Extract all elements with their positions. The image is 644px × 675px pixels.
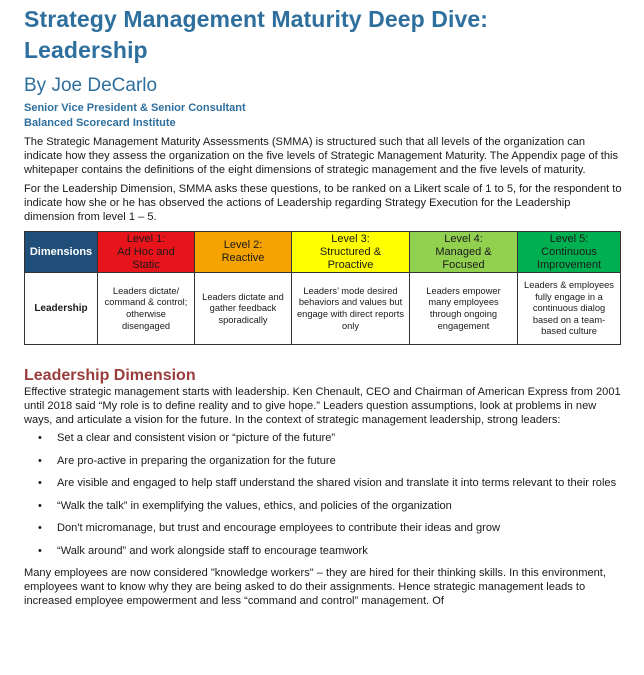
row-label-leadership: Leadership xyxy=(25,273,98,345)
leader-traits-list xyxy=(24,432,624,558)
level-4-number: Level 4: xyxy=(444,232,483,245)
table-row xyxy=(25,273,621,345)
intro-paragraph-1: The Strategic Management Maturity Assessments (SMMA) is structured such that all levels of the organization can indicate how they assess the organization on the five levels of Strategic Management Maturity. The Appendix page of this whitepaper contains the definitions of the eight dimensions of strategic management and the five levels of maturity. xyxy=(24,136,619,176)
table-header-row xyxy=(25,232,621,273)
bullet-icon: • xyxy=(38,499,42,512)
list-item xyxy=(38,432,624,446)
list-item-text: “Walk around” and work alongside staff to encourage teamwork xyxy=(57,544,368,557)
level-3-name-line-1: Structured & xyxy=(319,245,382,258)
level-5-name-line-1: Continuous xyxy=(541,245,597,258)
level-2-name-line-1: Reactive xyxy=(221,252,265,265)
list-item xyxy=(38,499,624,514)
table-cell-level-3: Leaders’ mode desired behaviors and values but engage with direct reports only xyxy=(292,273,410,345)
list-item-text: Don't micromanage, but trust and encourage employees to contribute their ideas and grow xyxy=(57,522,501,535)
level-3-number: Level 3: xyxy=(331,232,370,245)
table-cell-level-5: Leaders & employees fully engage in a continuous dialog based on a team-based culture xyxy=(518,273,621,345)
list-item xyxy=(38,454,624,469)
title-line-1: Strategy Management Maturity Deep Dive: xyxy=(24,6,489,32)
document-page xyxy=(24,0,624,609)
section-paragraph-1: Effective strategic management starts with leadership. Ken Chenault, CEO and Chairman of American Express from 2001 until 2018 said “My role is to define reality and to give hope.” Leaders question assumptions, look at problems in new ways, and articulate a vision for the future. In the context of strategic management leadership, strong leaders: xyxy=(24,386,621,427)
author-role: Senior Vice President & Senior Consultant xyxy=(24,102,246,114)
level-4-header xyxy=(410,232,518,273)
level-4-name-line-1: Managed & xyxy=(435,245,492,258)
section-paragraph-2: Many employees are now considered "knowledge workers" – they are hired for their thinking skills. In this environment, employees want to know why they are being asked to do their assignments. Hence strategic management leads to increased employee empowerment and less “command and control” management. Of xyxy=(24,567,606,607)
level-5-name-line-2: Improvement xyxy=(536,258,602,271)
list-item xyxy=(38,544,624,559)
list-item-text: Are visible and engaged to help staff understand the shared vision and translate it into terms relevant to their roles xyxy=(57,477,617,490)
list-item-text: Set a clear and consistent vision or “picture of the future” xyxy=(57,432,336,445)
list-item-text: “Walk the talk” in exemplifying the values, ethics, and policies of the organization xyxy=(57,499,452,512)
intro-paragraph-2: For the Leadership Dimension, SMMA asks these questions, to be ranked on a Likert scale of 1 to 5, for the respondent to indicate how she or he has observed the actions of Leadership regarding Strategy Execution for the Leadership dimension from level 1 – 5. xyxy=(24,182,622,223)
list-item xyxy=(38,477,624,491)
level-5-header xyxy=(518,232,621,273)
document-title xyxy=(24,4,624,66)
author-byline: By Joe DeCarlo xyxy=(24,75,158,96)
title-line-2: Leadership xyxy=(24,37,148,63)
level-1-name-line-1: Ad Hoc and xyxy=(117,245,175,258)
level-2-header xyxy=(195,232,292,273)
list-item xyxy=(38,522,624,536)
level-1-header xyxy=(98,232,195,273)
section-heading: Leadership Dimension xyxy=(24,367,196,385)
level-5-number: Level 5: xyxy=(549,232,589,245)
bullet-icon: • xyxy=(38,544,42,557)
bullet-icon: • xyxy=(38,522,42,535)
author-organization: Balanced Scorecard Institute xyxy=(24,117,176,129)
level-3-name-line-2: Proactive xyxy=(327,258,374,271)
list-item-text: Are pro-active in preparing the organization for the future xyxy=(57,454,336,467)
level-1-name-line-2: Static xyxy=(132,258,160,271)
bullet-icon: • xyxy=(38,454,42,467)
table-cell-level-4: Leaders empower many employees through ongoing engagement xyxy=(410,273,518,345)
bullet-icon: • xyxy=(38,477,42,490)
level-3-header xyxy=(292,232,410,273)
level-2-number: Level 2: xyxy=(223,239,263,252)
dimensions-header: Dimensions xyxy=(25,232,98,273)
level-4-name-line-2: Focused xyxy=(442,258,485,271)
level-1-number: Level 1: xyxy=(126,232,166,245)
maturity-levels-table xyxy=(24,231,621,345)
table-cell-level-2: Leaders dictate and gather feedback sporadically xyxy=(195,273,292,345)
bullet-icon: • xyxy=(38,432,42,445)
table-cell-level-1: Leaders dictate/ command & control; otherwise disengaged xyxy=(98,273,195,345)
